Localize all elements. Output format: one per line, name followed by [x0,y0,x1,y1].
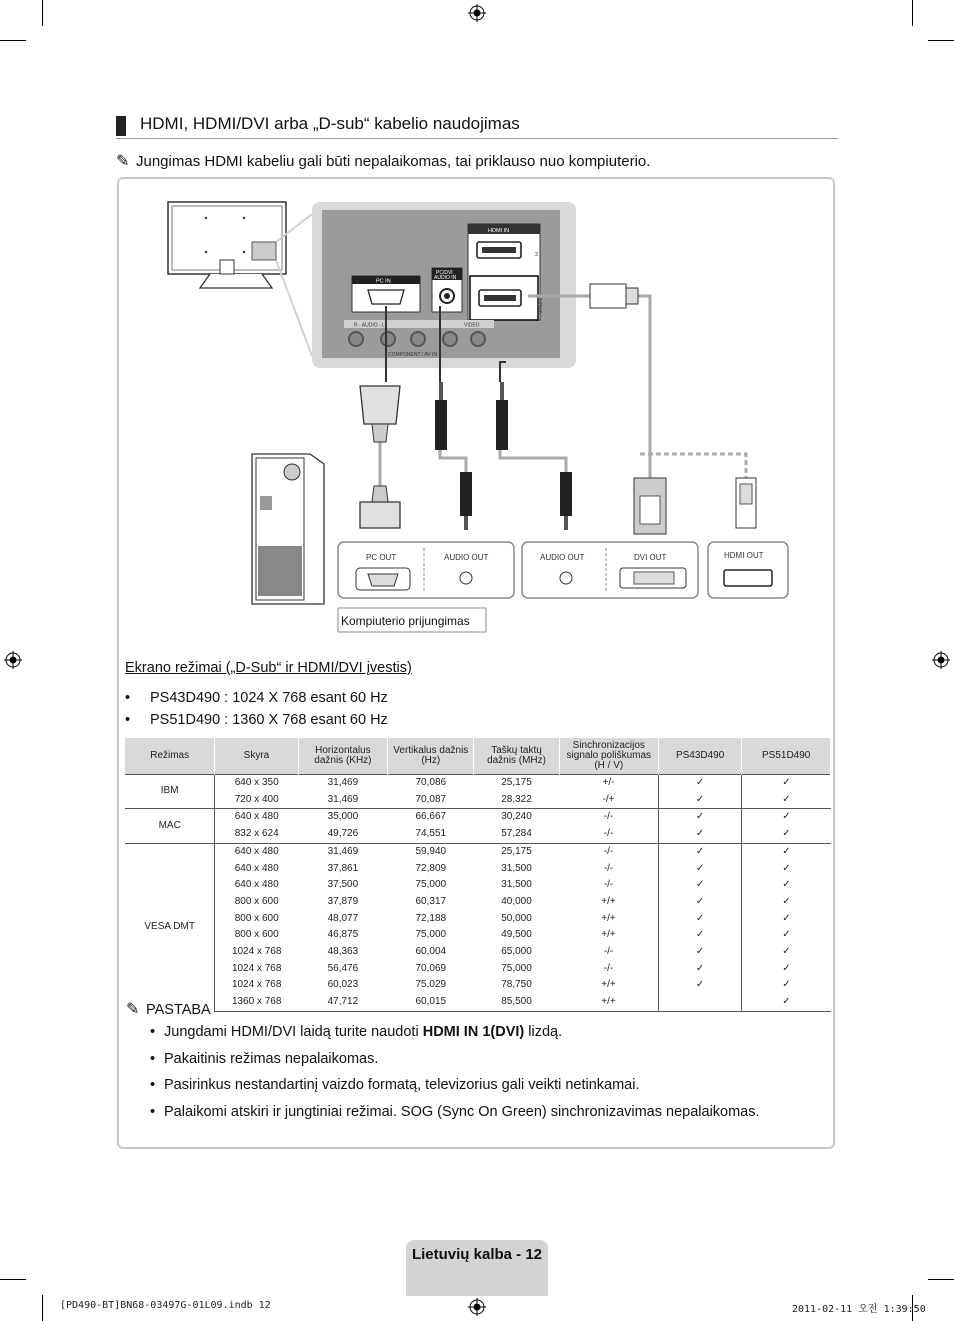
crop-mark [0,1279,26,1280]
support-check-cell: ✓ [742,961,831,978]
table-cell: 640 x 480 [215,843,298,860]
audio-plug-icon [435,382,447,450]
table-cell: -/- [603,962,614,974]
hdmi-port-2-label: 2 [535,252,539,258]
table-cell: 66,667 [388,809,474,826]
registration-mark-icon [4,651,22,669]
table-cell: -/- [603,828,614,840]
table-cell: 30,240 [474,809,559,826]
pc-dvi-label: PC/DVI [436,270,453,276]
video-label: VIDEO [464,322,480,329]
hdmi-port-1-label: 1(DVI) [536,298,542,314]
table-cell: 25,175 [474,843,559,860]
support-check-cell: ✓ [658,977,742,994]
support-check-cell: ✓ [742,994,831,1011]
col-header: Sinchronizacijos signalo poliškumas (H / V) [559,738,658,775]
audio-rl-label: R - AUDIO - L [354,322,385,329]
hdmi-plug-icon [736,478,756,528]
modes-heading: Ekrano režimai („D-Sub“ ir HDMI/DVI įvestis) [125,660,412,676]
component-label: COMPONENT / AV IN [388,352,437,358]
page-number: Lietuvių kalba - 12 [411,1246,543,1263]
table-cell: +/- [559,775,658,792]
table-cell: 1360 x 768 [215,994,298,1011]
crop-mark [0,40,26,41]
audio-out-label-1: AUDIO OUT [444,553,489,562]
vga-cable-connector-icon [360,386,400,442]
audio-plug-icon [460,472,472,530]
table-cell: 40,000 [501,895,532,907]
note-heading [126,999,211,1019]
table-cell: 640 x 480 [234,862,279,874]
hdmi-out-label: HDMI OUT [724,551,764,560]
support-check-cell: ✓ [658,809,742,826]
audio-out-label-2: AUDIO OUT [540,553,585,562]
table-cell: 59,940 [388,843,474,860]
table-cell: 49,500 [501,929,532,941]
support-check-cell: ✓ [742,877,831,894]
vga-cable-connector-icon [360,486,400,528]
table-cell: 48,077 [327,912,359,924]
table-cell: 60,015 [388,994,474,1011]
crop-mark [928,1279,954,1280]
section-divider [116,138,838,139]
table-row [125,961,831,978]
col-header: PS51D490 [742,738,831,775]
audio-in-label: AUDIO IN [434,275,457,281]
table-row [125,977,831,994]
table-cell: -/+ [602,793,615,805]
col-header: Skyra [215,738,298,775]
audio-out-jack-icon [460,572,472,584]
table-cell: 60,023 [327,979,359,991]
table-row [125,894,831,911]
notes-list [150,1024,760,1130]
support-check-cell: ✓ [742,809,831,826]
model-resolution-list [125,687,388,731]
list-item: • Pasirinkus nestandartinį vaizdo formatą, televizorius gali veikti netinkamai. [150,1077,760,1104]
list-item: • Pakaitinis režimas nepalaikomas. [150,1051,760,1078]
table-cell: 37,500 [327,879,359,891]
table-cell: 46,875 [327,929,359,941]
dvi-out-label: DVI OUT [634,553,667,562]
mode-cell: VESA DMT [125,843,215,1011]
section-marker [116,116,126,136]
print-info-date: 2011-02-11 오전 1:39:50 [792,1304,926,1315]
table-cell: +/+ [601,895,616,907]
table-cell: 78,750 [501,979,532,991]
table-cell: 50,000 [501,912,532,924]
table-cell: +/+ [601,929,616,941]
note-pencil-icon: ✎ [126,1001,140,1018]
support-check-cell [658,994,742,1011]
section-title: HDMI, HDMI/DVI arba „D-sub“ kabelio naudojimas [140,114,520,133]
table-cell: 70,087 [415,793,447,805]
support-check-cell: ✓ [742,861,831,878]
table-cell: 48,363 [327,946,359,958]
table-header-row [125,738,831,775]
registration-mark-icon [468,1298,486,1316]
table-cell: 1024 x 768 [231,979,282,991]
table-row [125,809,831,826]
table-cell: 31,500 [501,862,532,874]
support-check-cell: ✓ [742,977,831,994]
tv-rear-icon [168,202,286,288]
crop-mark [928,40,954,41]
table-cell: 35,000 [298,809,388,826]
hdmi-plug-icon [590,284,638,308]
vga-port-icon [368,290,404,304]
registration-mark-icon [932,651,950,669]
list-item: • Jungdami HDMI/DVI laidą turite naudoti HDMI IN 1(DVI) lizdą. [150,1024,760,1051]
support-check-cell: ✓ [658,961,742,978]
registration-mark-icon [468,4,486,22]
table-cell: 70,086 [388,775,474,792]
table-cell: 31,469 [298,775,388,792]
table-cell: 832 x 624 [234,828,279,840]
table-cell: -/- [559,809,658,826]
table-cell: 640 x 480 [215,809,298,826]
table-cell: 57,284 [501,828,532,840]
table-cell: 31,500 [501,879,532,891]
support-check-cell: ✓ [658,792,742,809]
table-cell: -/- [603,879,614,891]
table-cell: +/+ [601,979,616,991]
print-info-file: [PD490-BT]BN68-03497G-01L09.indb 12 [60,1300,271,1311]
table-cell: -/- [559,843,658,860]
mode-cell: MAC [125,809,215,843]
note-pencil-icon: ✎ [116,153,130,170]
table-row [125,775,831,792]
support-check-cell: ✓ [742,944,831,961]
table-cell: 65,000 [501,946,532,958]
support-check-cell: ✓ [742,911,831,928]
crop-mark [912,0,913,26]
table-row [125,911,831,928]
table-row [125,843,831,860]
support-check-cell: ✓ [658,826,742,843]
table-cell: 75,029 [415,979,447,991]
table-cell: +/+ [601,912,616,924]
support-check-cell: ✓ [742,792,831,809]
table-cell: -/- [603,862,614,874]
crop-mark [42,1295,43,1321]
table-row [125,826,831,843]
support-check-cell: ✓ [742,927,831,944]
audio-plug-icon [496,382,508,450]
table-cell: 72,809 [415,862,447,874]
hdmi-in-port-name: HDMI IN 1(DVI) [422,1024,525,1040]
support-check-cell: ✓ [658,877,742,894]
col-header: PS43D490 [658,738,742,775]
table-cell: 75,000 [501,962,532,974]
table-cell: 56,476 [327,962,359,974]
top-note [116,151,650,171]
table-cell: 640 x 350 [215,775,298,792]
table-cell: 800 x 600 [234,929,279,941]
table-cell: 47,712 [298,994,388,1011]
table-cell: 800 x 600 [234,895,279,907]
table-cell: 60,317 [415,895,447,907]
col-header: Horizontalus dažnis (KHz) [298,738,388,775]
audio-out-jack-icon [560,572,572,584]
support-check-cell: ✓ [658,911,742,928]
top-note-text: Jungimas HDMI kabeliu gali būti nepalaikomas, tai priklauso nuo kompiuterio. [136,153,651,170]
support-check-cell: ✓ [658,861,742,878]
table-row [125,994,831,1011]
pastaba-title: PASTABA [146,1002,211,1018]
display-modes-table [125,738,831,1012]
support-check-cell: ✓ [742,826,831,843]
vga-port-icon [368,574,398,586]
table-cell: 28,322 [501,793,532,805]
dvi-plug-icon [634,478,666,534]
hdmi-in-label: HDMI IN [488,228,510,234]
list-item: • PS43D490 : 1024 X 768 esant 60 Hz [125,687,388,709]
col-header: Režimas [125,738,215,775]
table-cell: 25,175 [474,775,559,792]
diagram-caption: Kompiuterio prijungimas [341,614,470,628]
table-cell: 60,004 [415,946,447,958]
table-cell: 37,879 [327,895,359,907]
list-item: • Palaikomi atskiri ir jungtiniai režimai. SOG (Sync On Green) sinchronizavimas nepalaikomas. [150,1104,760,1131]
hdmi-out-port-icon [724,570,772,586]
table-cell: +/+ [559,994,658,1011]
pc-tower-icon [252,454,324,604]
table-row [125,927,831,944]
table-cell: 70,069 [415,962,447,974]
table-cell: 74,551 [415,828,447,840]
table-row [125,877,831,894]
support-check-cell: ✓ [742,843,831,860]
support-check-cell: ✓ [658,775,742,792]
col-header: Taškų taktų dažnis (MHz) [474,738,559,775]
table-cell: 720 x 400 [234,793,279,805]
crop-mark [42,0,43,26]
table-row [125,944,831,961]
support-check-cell: ✓ [658,894,742,911]
col-header: Vertikalus dažnis (Hz) [388,738,474,775]
table-cell: 49,726 [327,828,359,840]
mode-cell: IBM [125,775,215,809]
table-cell: 85,500 [474,994,559,1011]
support-check-cell: ✓ [742,894,831,911]
pc-out-label: PC OUT [366,553,397,562]
audio-plug-icon [560,472,572,530]
support-check-cell: ✓ [658,927,742,944]
table-cell: 37,861 [327,862,359,874]
table-cell: 1024 x 768 [231,962,282,974]
pc-in-label: PC IN [376,278,391,285]
table-cell: 800 x 600 [234,912,279,924]
table-row [125,861,831,878]
table-cell: 1024 x 768 [231,946,282,958]
table-cell: -/- [603,946,614,958]
support-check-cell: ✓ [658,944,742,961]
table-cell: 72,188 [415,912,447,924]
support-check-cell: ✓ [742,775,831,792]
table-cell: 31,469 [327,793,359,805]
table-cell: 75,000 [415,879,447,891]
table-cell: 640 x 480 [234,879,279,891]
table-cell: 75,000 [415,929,447,941]
table-cell: 31,469 [298,843,388,860]
list-item: • PS51D490 : 1360 X 768 esant 60 Hz [125,709,388,731]
connection-diagram [160,196,800,636]
support-check-cell: ✓ [658,843,742,860]
table-row [125,792,831,809]
